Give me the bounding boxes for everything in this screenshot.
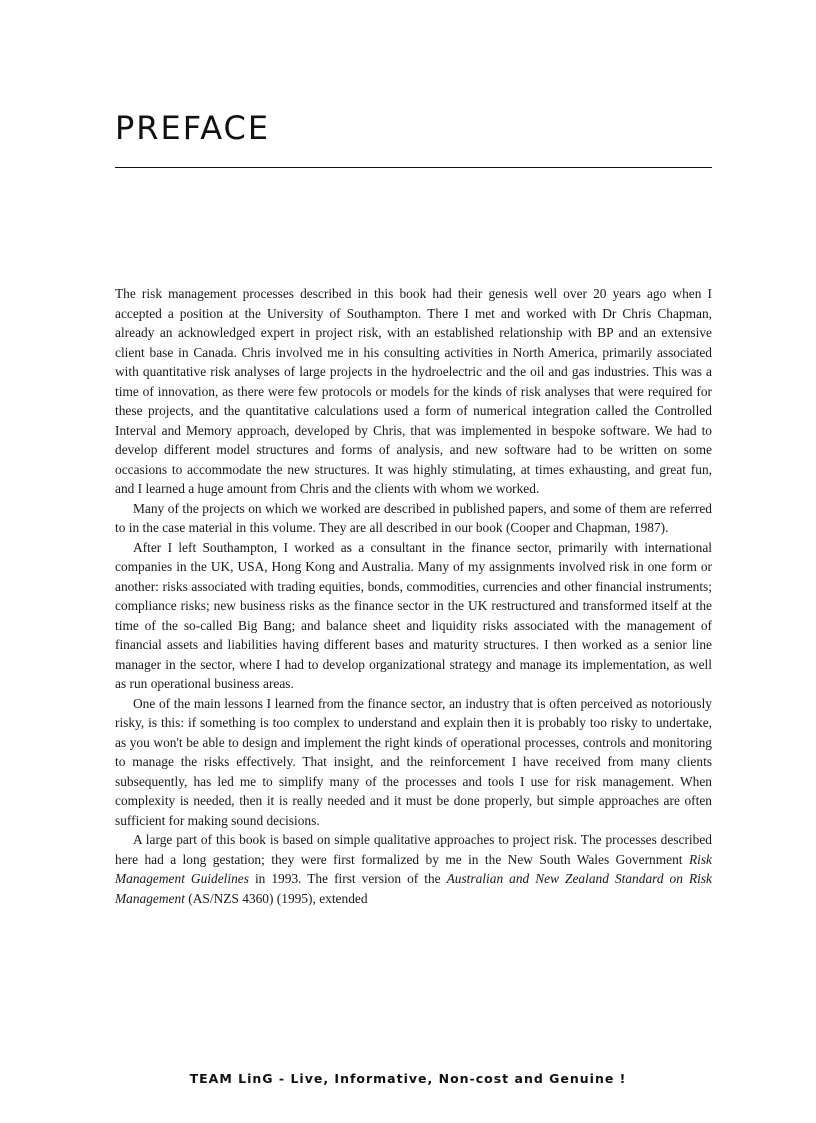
paragraph-1: The risk management processes described in this book had their genesis well over 20 years ago when I accepted a position at the University of Southampton. There I met and worked with Dr Chris Chapman, already an acknowledged expert in project risk, with an established relationship with BP and an extensive client base in Canada. Chris involved me in his consulting activities in North America, primarily associated with quantitative risk analyses of large projects in the hydroelectric and the oil and gas industries. This was a time of innovation, as there were few protocols or models for the kinds of risk analyses that were required for these projects, and the quantitative calculations used a form of numerical integration called the Controlled Interval and Memory approach, developed by Chris, that was implemented in bespoke software. We had to develop different model structures and forms of analysis, and new software had to be written on some occasions to accommodate the new structures. It was highly stimulating, at times exhausting, and great fun, and I learned a huge amount from Chris and the clients with whom we worked. — [115, 286, 712, 496]
page-title: PREFACE — [115, 109, 271, 147]
guidelines-title: Risk Management Guidelines — [115, 851, 712, 886]
paragraph-4: One of the main lessons I learned from the finance sector, an industry that is often perceived as notoriously risky, is this: if something is too complex to understand and explain then it is probably too risky to undertake, as you won't be able to design and implement the right kinds of operational processes, controls and monitoring to manage the risks effectively. That insight, and the reinforcement I have received from many clients subsequently, has led me to simplify many of the processes and tools I use for risk management. When complexity is needed, then it is really needed and it must be done properly, but simple approaches are often sufficient for making sound decisions. — [115, 695, 712, 828]
paragraph-2: Many of the projects on which we worked are described in published papers, and some of them are referred to in the case material in this volume. They are all described in our book (Cooper and Chapman, 1987). — [115, 500, 712, 535]
paragraph-5-text-b: in 1993. The first version of the — [248, 871, 447, 886]
paragraph-5-text-a: A large part of this book is based on simple qualitative approaches to project risk. The processes described here had a long gestation; they were first formalized by me in the New South Wales Government — [115, 832, 712, 867]
footer-watermark: TEAM LinG - Live, Informative, Non-cost and Genuine ! — [189, 1071, 627, 1086]
paragraph-3: After I left Southampton, I worked as a consultant in the finance sector, primarily with international companies in the UK, USA, Hong Kong and Australia. Many of my assignments involved risk in one form or another: risks associated with trading equities, bonds, commodities, currencies and other financial instruments; compliance risks; new business risks as the finance sector in the UK restructured and transformed itself at the time of the so-called Big Bang; and balance sheet and liquidity risks associated with the management of financial assets and liabilities having different bases and maturity structures. I then worked as a senior line manager in the sector, where I had to develop organizational strategy and manage its implementation, as well as run operational business areas. — [115, 539, 712, 691]
standard-title: Australian and New Zealand Standard on Risk Management — [115, 871, 712, 906]
paragraph-5 — [115, 830, 712, 908]
paragraph-5-text-c: (AS/NZS 4360) (1995), extended — [184, 890, 368, 906]
preface-body — [115, 284, 712, 908]
title-divider — [115, 167, 712, 168]
